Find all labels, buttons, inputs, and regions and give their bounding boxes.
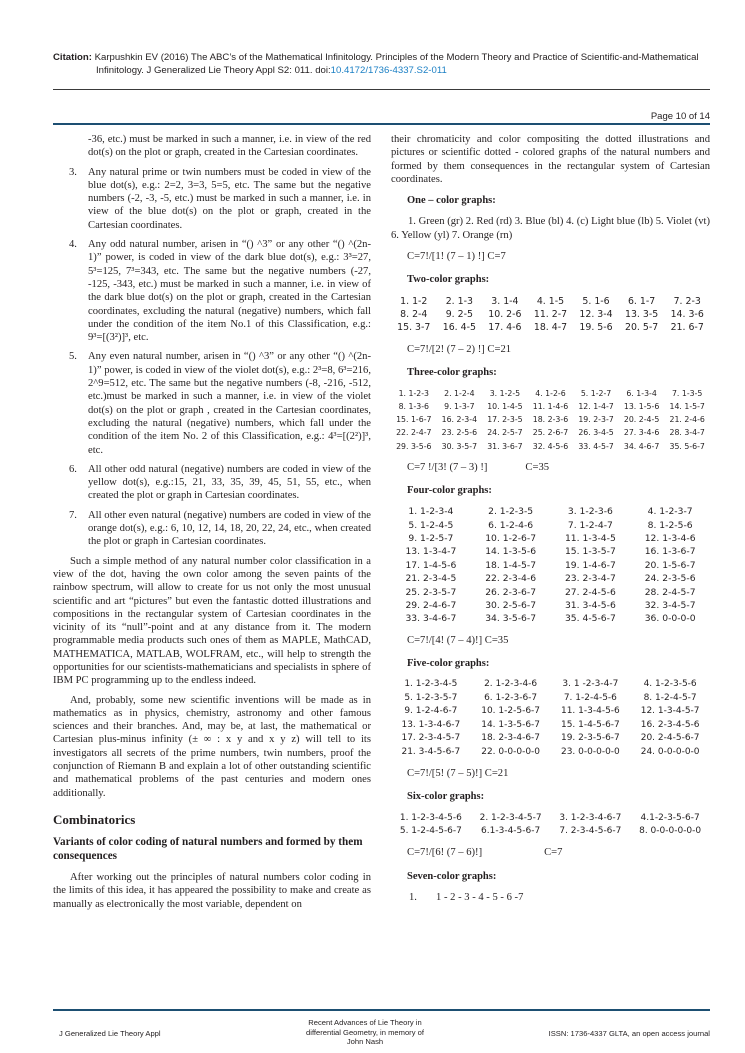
section-heading: Combinatorics [53, 811, 136, 827]
table-cell: 34. 3-5-6-7 [485, 613, 537, 625]
four-color-table [391, 505, 710, 626]
table-cell: 6. 1-3-4 [626, 389, 657, 399]
four-color-title: Four-color graphs: [407, 484, 492, 496]
table-row [391, 572, 710, 585]
table-cell: 13. 1-3-4-6-7 [401, 719, 461, 730]
table-cell: 5. 1-2-3-5-7 [404, 692, 458, 703]
list-item [53, 166, 371, 232]
table-cell: 24. 2-5-7 [487, 428, 523, 438]
table-cell: 28. 3-4-7 [669, 428, 705, 438]
table-cell: 6. 1-2-4-6 [488, 519, 534, 531]
table-cell: 3. 1-2-3-6 [567, 506, 613, 518]
list-item [53, 509, 371, 549]
item-number: 7. [69, 509, 77, 521]
table-row [391, 400, 710, 413]
item-text: Any even natural number, arisen in “() ^3” or any other “() ^(2n-1)” power, is coded in view of the violet dot(s), e.g.: 2³=8, 6³=216, 2^9=512, etc. The same but the negative numbers (-8, -216, -512, etc.)must be marked in such a manner, i.e. in view of the violet dot(s) on the plot or graph , created in the Cartesian coordinates, excluding the natural (negative) numbers, which fall under the condition of the item No. 2 of this Classification, e.g.: 4³=[(2²)]³, etc. [88, 351, 371, 456]
item-number: 5. [69, 351, 77, 363]
table-cell: 30. 3-5-7 [441, 441, 478, 451]
table-cell: 31. 3-4-5-6 [564, 600, 616, 612]
table-cell: 10. 2-6 [488, 308, 522, 320]
table-row [391, 692, 710, 705]
two-color-title: Two-color graphs: [407, 274, 490, 286]
table-cell: 16. 1-3-6-7 [644, 546, 696, 558]
footer-center-line: John Nash [346, 1037, 384, 1047]
table-cell: 14. 1-3-5-6 [485, 546, 537, 558]
table-cell: 23. 2-3-4-7 [564, 573, 616, 585]
table-cell: 36. 0-0-0-0 [644, 613, 696, 625]
list-item [53, 463, 371, 503]
table-cell: 19. 2-3-5-6-7 [560, 733, 620, 744]
table-row [391, 746, 710, 759]
table-cell: 17. 1-4-5-6 [405, 559, 457, 571]
footer-rule [53, 1009, 710, 1011]
table-cell: 16. 2-3-4-5-6 [640, 719, 700, 730]
one-color-formula: C=7!/[1! (7 – 1) !] C=7 [407, 251, 506, 263]
table-cell: 4. 1-2-3-5-6 [643, 679, 697, 690]
table-cell: 2. 1-3 [445, 295, 473, 307]
table-cell: 21. 2-3-4-5 [405, 573, 457, 585]
table-cell: 2. 1-2-3-4-5-7 [479, 812, 542, 823]
table-cell: 19. 1-4-6-7 [564, 559, 616, 571]
item-number: 4. [69, 239, 77, 251]
table-cell: 8. 2-4 [400, 308, 428, 320]
table-cell: 24. 2-3-5-6 [644, 573, 696, 585]
formula-result: C=35 [525, 461, 550, 473]
table-cell: 11. 1-4-6 [532, 402, 569, 412]
table-cell: 7. 1-3-5 [671, 389, 703, 399]
table-cell: 8. 1-2-5-6 [647, 519, 693, 531]
table-cell: 9. 1-2-4-6-7 [404, 706, 458, 717]
three-color-title: Three-color graphs: [407, 366, 497, 378]
item-number: 6. [69, 463, 77, 475]
citation-line2: Infinitology. J Generalized Lie Theory Appl S2: 011. doi: [96, 65, 331, 76]
table-cell: 20. 5-7 [624, 322, 659, 334]
doi-link[interactable]: 10.4172/1736-4337.S2-011 [330, 65, 447, 76]
table-cell: 4. 1-2-6 [535, 389, 566, 399]
table-cell: 1. 1-2-3-4-5 [404, 679, 458, 690]
table-cell: 29. 2-4-6-7 [405, 600, 457, 612]
one-color-list: 1. Green (gr) 2. Red (rd) 3. Blue (bl) 4. (c) Light blue (lb) 5. Violet (vt) 6. Yellow (yl) 7. Orange (rn) [391, 216, 710, 241]
table-row [391, 519, 710, 532]
table-cell: 18. 1-4-5-7 [485, 559, 537, 571]
table-cell: 33. 4-5-7 [578, 441, 614, 451]
table-cell: 7. 2-3 [673, 295, 701, 307]
table-row [391, 612, 710, 625]
table-row [391, 413, 710, 426]
table-cell: 20. 2-4-5-6-7 [640, 733, 700, 744]
citation-line1: Karpushkin EV (2016) The ABC’s of the Mathematical Infinitology. Principles of the Modern Theory and Practice of Scientific-and-Mathematical [94, 52, 699, 63]
table-cell: 29. 3-5-6 [396, 441, 432, 451]
table-cell: 2. 1-2-4 [444, 389, 475, 399]
formula-result: C=7 [544, 847, 563, 859]
table-cell: 14. 1-5-7 [669, 402, 705, 412]
table-row [391, 321, 710, 334]
table-row [391, 559, 710, 572]
table-cell: 4. 1-5 [536, 295, 565, 307]
table-cell: 1. 1-2-3-4-5-6 [399, 812, 462, 823]
three-color-table [391, 387, 710, 452]
item-text: Any odd natural number, arisen in “() ^3” or any other “() ^(2n-1)” power, is coded in view of the dark blue dot(s), e.g.: 3³=27, 5³=125, 7³=343, etc. The same but the negative numbers (-27, -125, -343, etc.) must be marked in such a manner, i.e. in view of the dark blue dot(s) on the plot or graph, created in the Cartesian coordinates, excluding the natural (negative) numbers, which fall under the condition of the item No.1 of this Classification, e.g.: 9³=[(3²)]³, etc. [88, 239, 371, 344]
table-row [391, 426, 710, 439]
list-item [53, 350, 371, 456]
table-cell: 22. 2-4-7 [396, 428, 432, 438]
four-color-formula: C=7!/[4! (7 – 4)!] C=35 [407, 634, 509, 646]
item-text: All other odd natural (negative) numbers are coded in view of the yellow dot(s), e.g.:15, 21, 33, 35, 39, 45, 51, 55, etc., when created the plot or graph in Cartesian coordinates. [88, 463, 371, 502]
table-cell: 21. 6-7 [670, 322, 704, 334]
five-color-formula: C=7!/[5! (7 – 5)!] C=21 [407, 767, 509, 779]
footer-center [290, 1018, 440, 1047]
table-cell: 3. 1-2-3-4-6-7 [559, 812, 622, 823]
paragraph: After working out the principles of natural numbers color coding in the limits of this idea, it has appeared the possibility to make and create as manually as electronically the most variable, dependent on [53, 871, 371, 910]
right-column [391, 133, 710, 904]
table-cell: 31. 3-6-7 [487, 441, 523, 451]
table-cell: 34. 4-6-7 [623, 441, 660, 451]
table-cell: 22. 0-0-0-0-0 [481, 746, 541, 757]
paragraph: Such a simple method of any natural number color classification in a view of the dot, having the own color among the seven paints of the rainbow spectrum, will allow to create for us not only the most unusual scientific and art “pictures” but even the fantastic dotted illustrations and compositions in the rectangular system of Cartesian coordinates in the vicinity of its “null”-point and at any distance from it. The modern programmable media products such ones of them as MAPLE, MathCAD, MATHEMATICA, MATLAB, WOLFRAM, etc., will help to strength the opportunities for our scientists-mathematicians and specialists in sphere of IBM PC programming up to the endless indeed. [53, 555, 371, 687]
table-cell: 9. 1-2-5-7 [408, 533, 454, 545]
table-cell: 5. 1-6 [582, 295, 610, 307]
table-row [391, 308, 710, 321]
table-row [391, 705, 710, 718]
table-row [391, 532, 710, 545]
table-cell: 6. 1-7 [627, 295, 656, 307]
table-cell: 8. 0-0-0-0-0-0 [639, 825, 702, 836]
table-cell: 11. 1-3-4-5-6 [560, 706, 620, 717]
table-cell: 26. 3-4-5 [578, 428, 614, 438]
five-color-title: Five-color graphs: [407, 658, 490, 670]
formula-expression: C=7!/[6! (7 – 6)!] [407, 847, 483, 859]
table-cell: 16. 2-3-4 [441, 415, 478, 425]
table-cell: 2. 1-2-3-4-6 [484, 679, 538, 690]
six-color-formula [407, 846, 710, 859]
table-cell: 30. 2-5-6-7 [485, 600, 537, 612]
table-cell: 27. 2-4-5-6 [564, 586, 616, 598]
table-cell: 10. 1-2-5-6-7 [481, 706, 541, 717]
table-cell: 13. 1-3-4-7 [405, 546, 457, 558]
five-color-table [391, 678, 710, 758]
table-row [391, 545, 710, 558]
table-cell: 15. 3-7 [397, 322, 431, 334]
table-cell: 6. 1-2-3-6-7 [484, 692, 538, 703]
citation-label: Citation: [53, 52, 92, 63]
table-cell: 32. 4-5-6 [532, 441, 569, 451]
one-color-title: One – color graphs: [407, 195, 496, 207]
table-cell: 20. 1-5-6-7 [644, 559, 696, 571]
table-cell: 9. 1-3-7 [444, 402, 475, 412]
table-cell: 17. 4-6 [488, 322, 522, 334]
item-text: 1 - 2 - 3 - 4 - 5 - 6 -7 [436, 891, 524, 903]
table-cell: 7. 2-3-4-5-6-7 [559, 825, 622, 836]
table-cell: 12. 1-3-4-6 [644, 533, 696, 545]
seven-color-title: Seven-color graphs: [407, 870, 497, 882]
footer-issn: ISSN: 1736-4337 GLTA, an open access journal [548, 1029, 710, 1038]
table-cell: 35. 4-5-6-7 [564, 613, 616, 625]
two-color-table [391, 295, 710, 335]
table-cell: 27. 3-4-6 [623, 428, 660, 438]
citation [53, 51, 713, 77]
table-cell: 15. 1-4-5-6-7 [560, 719, 620, 730]
table-row [391, 812, 710, 825]
table-cell: 12. 1-3-4-5-7 [640, 706, 700, 717]
list-item [53, 238, 371, 344]
table-cell: 5. 1-2-4-5-6-7 [399, 825, 462, 836]
table-cell: 35. 5-6-7 [669, 441, 705, 451]
table-row [391, 586, 710, 599]
table-cell: 19. 2-3-7 [578, 415, 614, 425]
item-text: Any natural prime or twin numbers must be coded in view of the blue dot(s), e.g.: 2=2, 3=3, 5=5, etc. The same but the negative numbers (-2, -3, -5, etc.) must be marked in such a manner, i.e. in view of the blue dot(s) on the plot or graph, created in the Cartesian coordinates. [88, 166, 371, 231]
item-number: 3. [69, 166, 77, 178]
table-cell: 6.1-3-4-5-6-7 [481, 825, 541, 836]
list-continuation: -36, etc.) must be marked in such a manner, i.e. in view of the red dot(s) on the plot or graph, created in the Cartesian coordinates. [88, 134, 371, 159]
table-cell: 12. 1-4-7 [578, 402, 614, 412]
table-cell: 14. 3-6 [670, 308, 704, 320]
table-cell: 11. 1-3-4-5 [564, 533, 616, 545]
table-cell: 11. 2-7 [533, 308, 568, 320]
six-color-table [391, 812, 710, 839]
table-cell: 18. 2-3-4-6-7 [481, 733, 541, 744]
two-color-formula: C=7!/[2! (7 – 2) !] C=21 [407, 343, 512, 355]
table-cell: 21. 3-4-5-6-7 [401, 746, 461, 757]
table-cell: 3. 1-4 [491, 295, 519, 307]
table-cell: 28. 2-4-5-7 [644, 586, 696, 598]
footer-center-line: differential Geometry, in memory of [306, 1027, 424, 1037]
table-row [391, 505, 710, 518]
table-row [391, 440, 710, 453]
table-cell: 13. 1-5-6 [623, 402, 660, 412]
table-cell: 10. 1-2-6-7 [485, 533, 537, 545]
table-cell: 17. 2-3-4-5-7 [401, 733, 461, 744]
table-cell: 15. 1-3-5-7 [564, 546, 616, 558]
classification-list [53, 166, 371, 549]
table-cell: 26. 2-3-6-7 [485, 586, 537, 598]
table-cell: 1. 1-2-3 [398, 389, 429, 399]
table-cell: 25. 2-6-7 [532, 428, 569, 438]
formula-expression: C=7 !/[3! (7 – 3) !] [407, 461, 488, 473]
table-cell: 23. 2-5-6 [441, 428, 478, 438]
three-color-formula [407, 461, 710, 474]
table-cell: 23. 0-0-0-0-0 [560, 746, 620, 757]
table-cell: 18. 2-3-6 [532, 415, 569, 425]
table-cell: 5. 1-2-4-5 [408, 519, 454, 531]
table-cell: 9. 2-5 [445, 308, 473, 320]
table-cell: 4. 1-2-3-7 [647, 506, 693, 518]
table-cell: 8. 1-2-4-5-7 [643, 692, 697, 703]
table-row [391, 678, 710, 691]
footer-journal: J Generalized Lie Theory Appl [59, 1029, 161, 1038]
table-cell: 7. 1-2-4-7 [567, 519, 613, 531]
table-cell: 2. 1-2-3-5 [488, 506, 534, 518]
table-cell: 16. 4-5 [442, 322, 476, 334]
table-cell: 25. 2-3-5-7 [405, 586, 457, 598]
table-cell: 33. 3-4-6-7 [405, 613, 457, 625]
table-cell: 8. 1-3-6 [398, 402, 429, 412]
table-cell: 4.1-2-3-5-6-7 [640, 812, 700, 823]
seven-color-item [409, 891, 710, 904]
table-cell: 1. 1-2-3-4 [408, 506, 454, 518]
six-color-title: Six-color graphs: [407, 791, 485, 803]
table-cell: 18. 4-7 [533, 322, 568, 334]
table-cell: 13. 3-5 [624, 308, 659, 320]
table-cell: 22. 2-3-4-6 [485, 573, 537, 585]
table-cell: 3. 1-2-5 [489, 389, 521, 399]
table-cell: 24. 0-0-0-0-0 [640, 746, 700, 757]
table-cell: 15. 1-6-7 [396, 415, 432, 425]
table-row [391, 719, 710, 732]
table-cell: 10. 1-4-5 [487, 402, 523, 412]
left-column [53, 133, 371, 917]
paragraph: And, probably, some new scientific inventions will be made as in mathematics as in physics, chemistry, astronomy and other famous sciences and their branches. And, may be, at last, the mathematical or Cartesian plus-minus infinity (± ∞ : x y and x y z) will tell to its investigators all secrets of the prime numbers, twin numbers, proof the conjunction of Riemann B and explain a lot of other outstanding scientific and mathematical problems of the past centuries and modern ones additionally. [53, 694, 371, 799]
table-row [391, 295, 710, 308]
table-cell: 7. 1-2-4-5-6 [563, 692, 617, 703]
table-cell: 17. 2-3-5 [487, 415, 523, 425]
footer-center-line: Recent Advances of Lie Theory in [308, 1018, 422, 1027]
table-row [391, 825, 710, 838]
table-cell: 19. 5-6 [579, 322, 613, 334]
table-cell: 12. 3-4 [579, 308, 613, 320]
table-cell: 20. 2-4-5 [623, 415, 660, 425]
table-cell: 5. 1-2-7 [580, 389, 612, 399]
intro-paragraph: their chromaticity and color compositing the dotted illustrations and pictures or scientific dotted - colored graphs of the natural numbers and formed by them consequences in the rectangular system of Cartesian coordinates. [391, 134, 710, 185]
top-rule [53, 89, 710, 90]
item-text: All other even natural (negative) numbers are coded in view of the orange dot(s), e.g.: 6, 10, 12, 14, 18, 20, 22, 24, etc., when created the plot or graph in Cartesian coordinates. [88, 509, 371, 548]
table-row [391, 599, 710, 612]
subsection-heading: Variants of color coding of natural numbers and formed by them consequences [53, 835, 363, 862]
page-number: Page 10 of 14 [650, 111, 710, 122]
table-cell: 14. 1-3-5-6-7 [481, 719, 541, 730]
table-cell: 21. 2-4-6 [669, 415, 705, 425]
item-number: 1. [409, 891, 417, 903]
header-rule [53, 123, 710, 125]
table-cell: 32. 3-4-5-7 [644, 600, 696, 612]
table-row [391, 387, 710, 400]
table-cell: 1. 1-2 [400, 295, 428, 307]
table-cell: 3. 1 -2-3-4-7 [562, 679, 619, 690]
table-row [391, 732, 710, 745]
